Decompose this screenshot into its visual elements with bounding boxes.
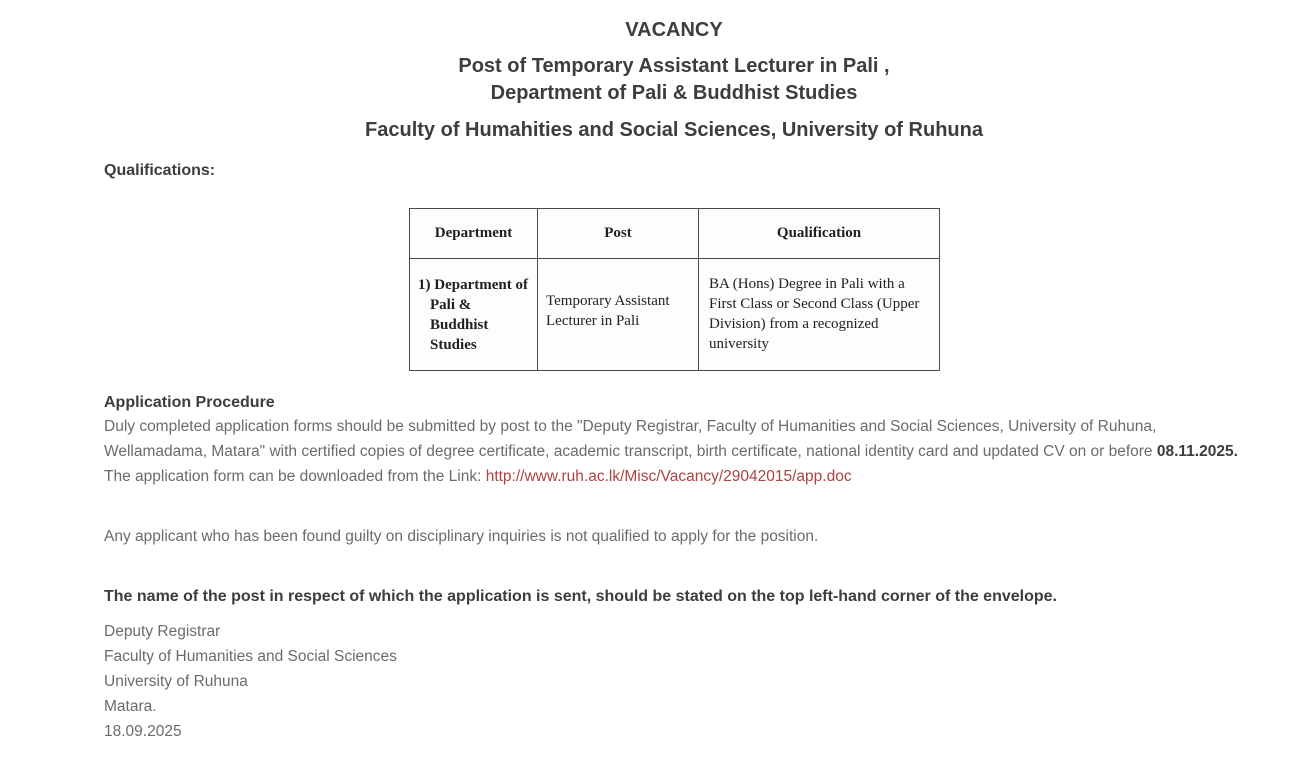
department-line: 1) Department of <box>418 277 528 293</box>
department-line: Studies <box>430 337 477 353</box>
signature-line-date: 18.09.2025 <box>104 723 182 740</box>
signature-line-city: Matara. <box>104 698 157 715</box>
signature-line-faculty: Faculty of Humanities and Social Sciences <box>104 648 397 665</box>
vacancy-document <box>104 0 1244 768</box>
post-subtitle-line2: Department of Pali & Buddhist Studies <box>490 82 858 104</box>
qualification-table-scan <box>409 208 939 371</box>
signature-block <box>104 619 1244 744</box>
department-line: Pali & <box>430 297 472 313</box>
signature-line-university: University of Ruhuna <box>104 673 248 690</box>
envelope-note: The name of the post in respect of which the application is sent, should be stated on the top left-hand corner of the envelope. <box>104 588 1057 605</box>
table-row <box>410 259 940 371</box>
department-line: Buddhist <box>430 317 489 333</box>
table-header-post: Post <box>538 209 699 259</box>
cell-department <box>410 259 538 371</box>
application-procedure-paragraph <box>104 414 1244 489</box>
faculty-heading: Faculty of Humahities and Social Sciences, University of Ruhuna <box>365 119 983 141</box>
link-intro-text: The application form can be downloaded from the Link: <box>104 468 482 485</box>
qualification-table <box>409 208 940 371</box>
cell-qualification: BA (Hons) Degree in Pali with a First Class or Second Class (Upper Division) from a recognized university <box>699 259 940 371</box>
signature-line-name: Deputy Registrar <box>104 623 221 640</box>
application-body-text: Duly completed application forms should be submitted by post to the "Deputy Registrar, Faculty of Humanities and Social Sciences, University of Ruhuna, Wellamadama, Matara" with certified copies of degree certificate, academic transcript, birth certificate, national identity card and updated CV on or before <box>104 418 1157 460</box>
post-subtitle <box>104 53 1244 107</box>
table-header-row <box>410 209 940 259</box>
application-form-link[interactable]: http://www.ruh.ac.lk/Misc/Vacancy/29042015/app.doc <box>485 468 852 485</box>
disqualification-note: Any applicant who has been found guilty on disciplinary inquiries is not qualified to apply for the position. <box>104 528 819 545</box>
post-subtitle-line1: Post of Temporary Assistant Lecturer in Pali , <box>458 55 890 77</box>
application-procedure-heading: Application Procedure <box>104 394 275 411</box>
table-header-department: Department <box>410 209 538 259</box>
deadline-date: 08.11.2025. <box>1156 443 1238 460</box>
cell-post: Temporary Assistant Lecturer in Pali <box>538 259 699 371</box>
page-title: VACANCY <box>625 19 723 41</box>
qualifications-label: Qualifications: <box>104 162 216 179</box>
table-header-qualification: Qualification <box>699 209 940 259</box>
